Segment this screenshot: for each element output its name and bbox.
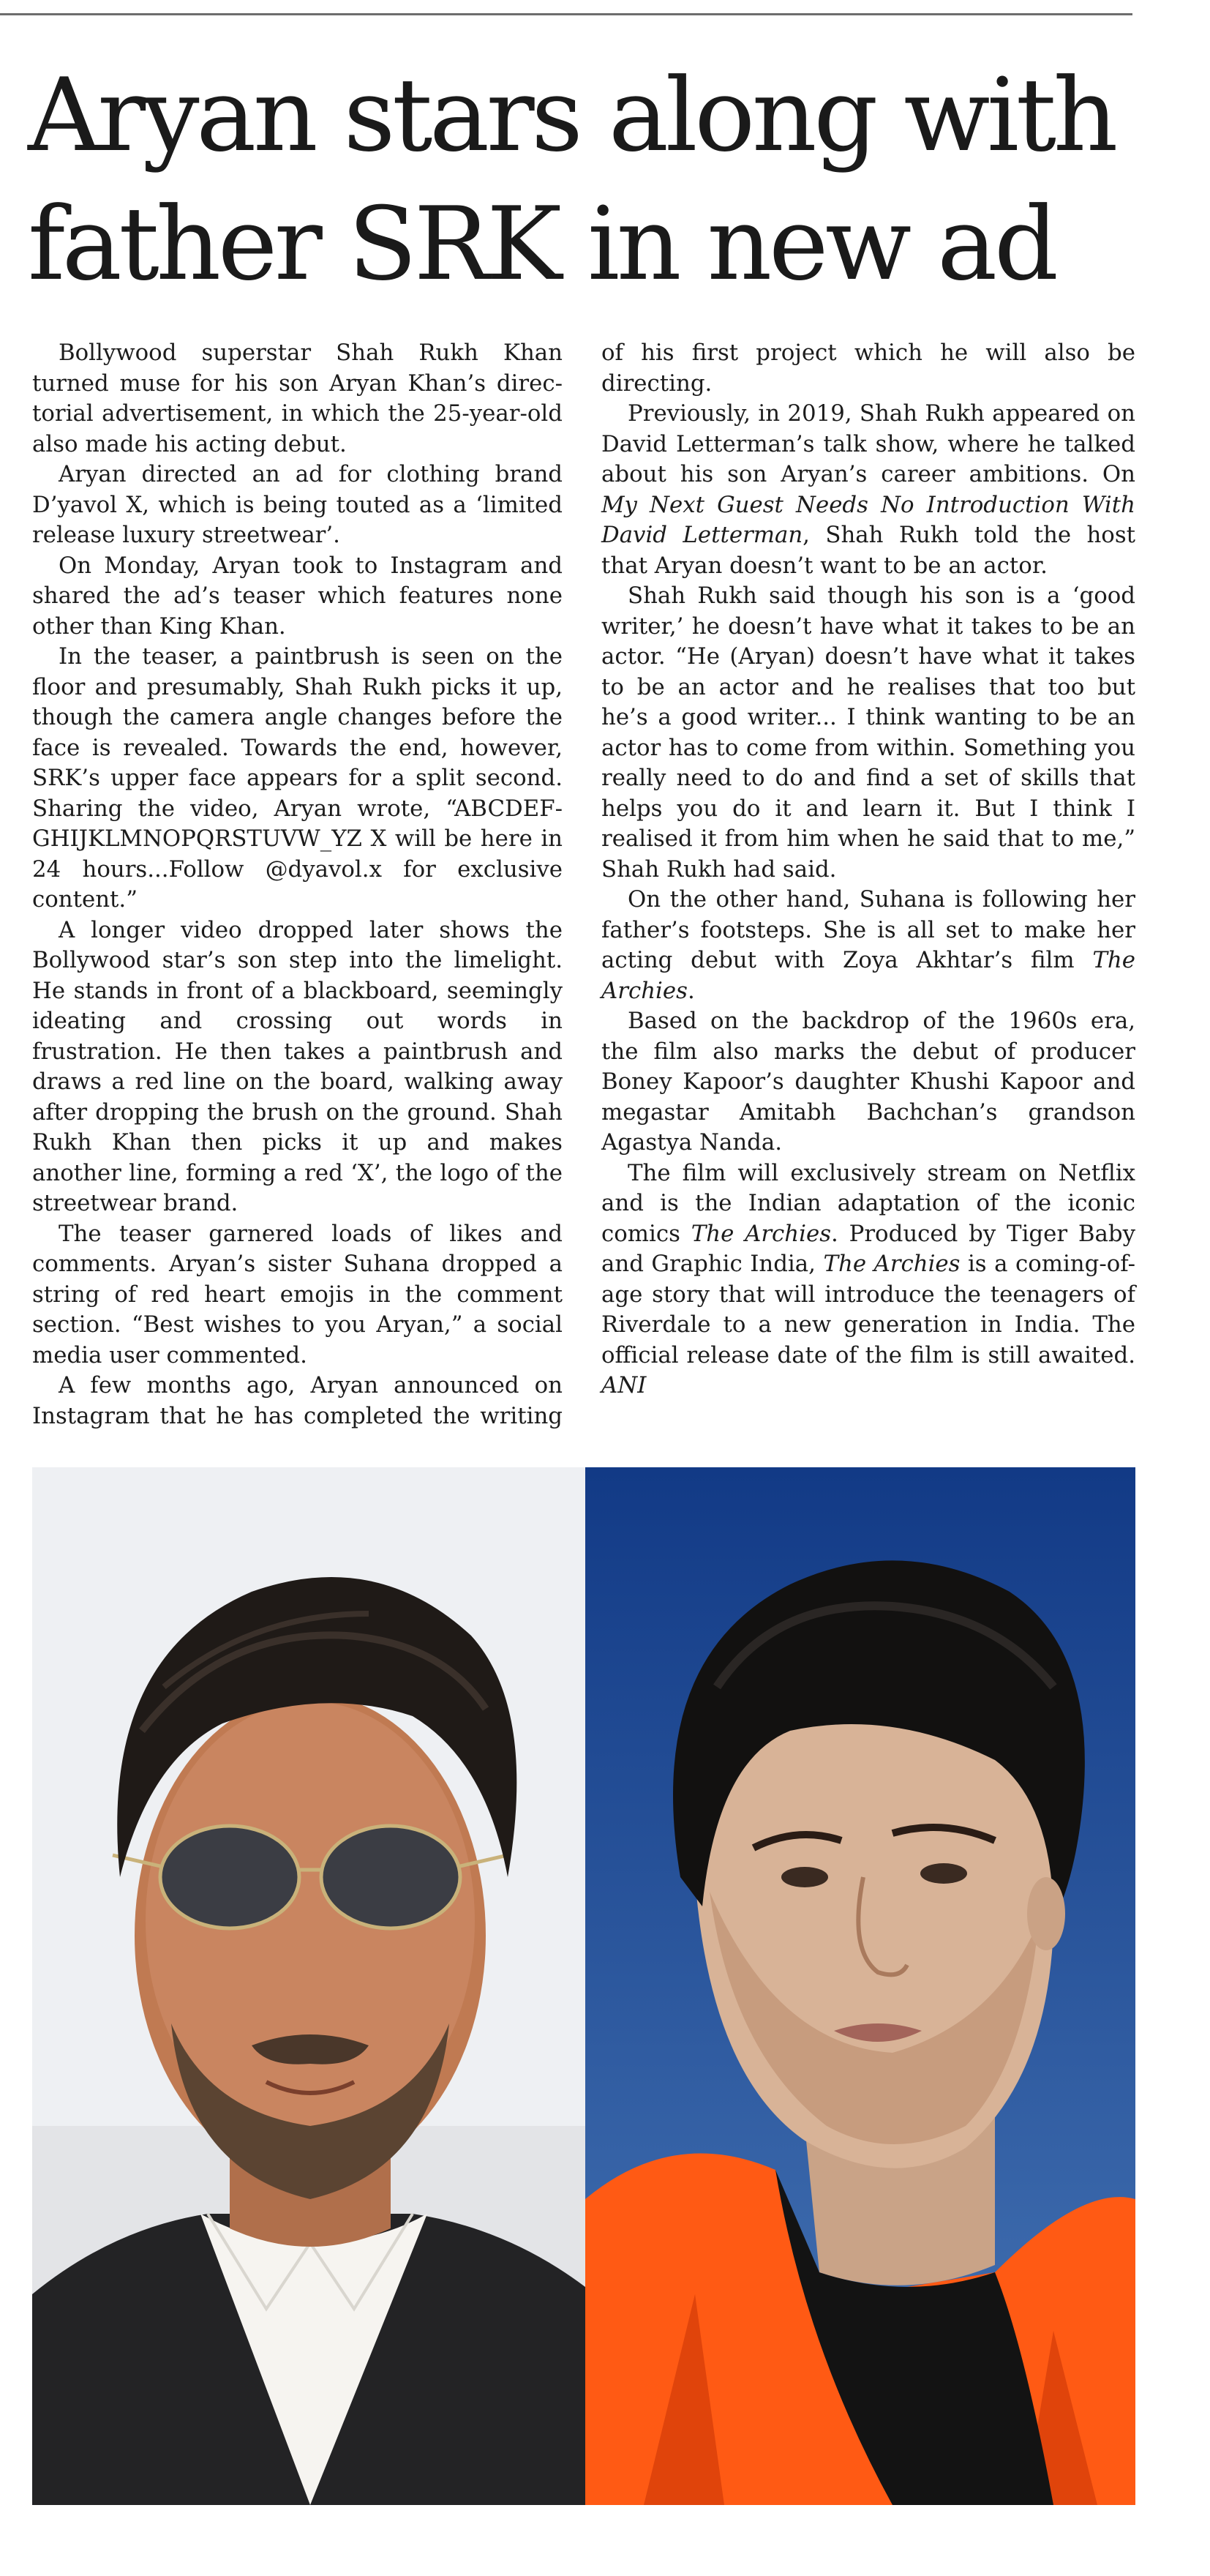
paragraph-continuation: of his first project which he will also be directing. bbox=[601, 340, 1135, 397]
paragraph: A few months ago, Aryan announced on Instagram that he has completed the writing bbox=[32, 1372, 563, 1429]
text-run: , Shah Rukh told the host that Aryan doesn’t want to be an actor. bbox=[601, 522, 1135, 579]
text-run: On the other hand, Suhana is following her father’s footsteps. She is all set to make her acting debut with Zoya Akhtar’s film bbox=[601, 886, 1135, 973]
paragraph: A longer video dropped later shows the Bollywood star’s son step into the limelight. He stands in front of a blackboard, seemingly ideating and crossing out words in frustration. He then takes a paintbrush and draws a red line on the board, walking away after dropping the brush on the ground. Shah Rukh Khan then picks it up and makes another line, forming a red ‘X’, the logo of the streetwear brand. bbox=[32, 916, 563, 1216]
photo-shah-rukh-khan bbox=[32, 1467, 585, 2505]
show-title: My Next Guest Needs No Introduction With David Letterman bbox=[601, 491, 1135, 548]
paragraph: Based on the backdrop of the 1960s era, the film also marks the debut of producer Boney Kapoor’s daughter Khushi Kapoor and megastar Amitabh Bachchan’s grandson Agastya Nanda. bbox=[601, 1008, 1135, 1156]
paragraph bbox=[601, 399, 1135, 581]
photo-aryan-khan-illustration bbox=[585, 1467, 1135, 2505]
photo-shah-rukh-khan-illustration bbox=[32, 1467, 585, 2505]
agency-credit: ANI bbox=[601, 1372, 647, 1399]
left-column bbox=[32, 338, 563, 1431]
paragraph bbox=[601, 1158, 1135, 1401]
text-run: is a coming-of-age story that will introduce the teenagers of Riverdale to a new generation in India. The official release date of the film is still awaited. bbox=[601, 1251, 1135, 1368]
text-run: Previously, in 2019, Shah Rukh appeared on David Letterman’s talk show, where he talked about his son Aryan’s career ambitions. On bbox=[601, 400, 1135, 487]
headline-line-2: father SRK in new ad bbox=[28, 185, 1056, 303]
photo-aryan-khan bbox=[585, 1467, 1135, 2505]
paragraph: The teaser garnered loads of likes and comments. Aryan’s sister Suhana dropped a string of red heart emojis in the comment section. “Best wishes to you Aryan,” a social media user commented. bbox=[32, 1220, 563, 1368]
top-rule bbox=[0, 13, 1132, 15]
paragraph: Aryan directed an ad for clothing brand D’yavol X, which is being touted as a ‘limited release luxury streetwear’. bbox=[32, 461, 563, 548]
headline-line-1: Aryan stars along with bbox=[28, 56, 1115, 174]
paragraph: On Monday, Aryan took to Instagram and shared the ad’s teaser which features none other than King Khan. bbox=[32, 552, 563, 640]
text-run: . bbox=[687, 977, 695, 1004]
headline bbox=[28, 51, 1140, 309]
paragraph: Bollywood superstar Shah Rukh Khan turned muse for his son Aryan Khan’s directorial advertisement, in which the 25-year-old also made his acting debut. bbox=[32, 340, 563, 457]
text-run: The film will exclusively stream on Netflix and is the Indian adaptation of the iconic comics bbox=[601, 1159, 1135, 1247]
paragraph: In the teaser, a paintbrush is seen on the floor and presumably, Shah Rukh picks it up, though the camera angle changes before the face is revealed. Towards the end, however, SRK’s upper face appears for a split second. Sharing the video, Aryan wrote, “ABCDEFGHIJKLMNOPQRSTUVW_YZ X will be here in 24 hours...Follow @dyavol.x for exclusive content.” bbox=[32, 643, 563, 913]
film-title: The Archies bbox=[823, 1251, 961, 1277]
right-column bbox=[601, 338, 1135, 1401]
paragraph: Shah Rukh said though his son is a ‘good writer,’ he doesn’t have what it takes to be an actor. “He (Aryan) doesn’t have what it takes to be an actor and he realises that too but he’s a good writer... I think wanting to be an actor has to come from within. Something you really need to do and find a set of skills that helps you do it and learn it. But I think I realised it from him when he said that to me,” Shah Rukh had said. bbox=[601, 583, 1135, 883]
paragraph bbox=[601, 885, 1135, 1006]
film-title: The Archies bbox=[601, 947, 1135, 1004]
comic-title: The Archies bbox=[691, 1220, 832, 1247]
text-run: . Produced by Tiger Baby and Graphic India, bbox=[601, 1220, 1135, 1277]
